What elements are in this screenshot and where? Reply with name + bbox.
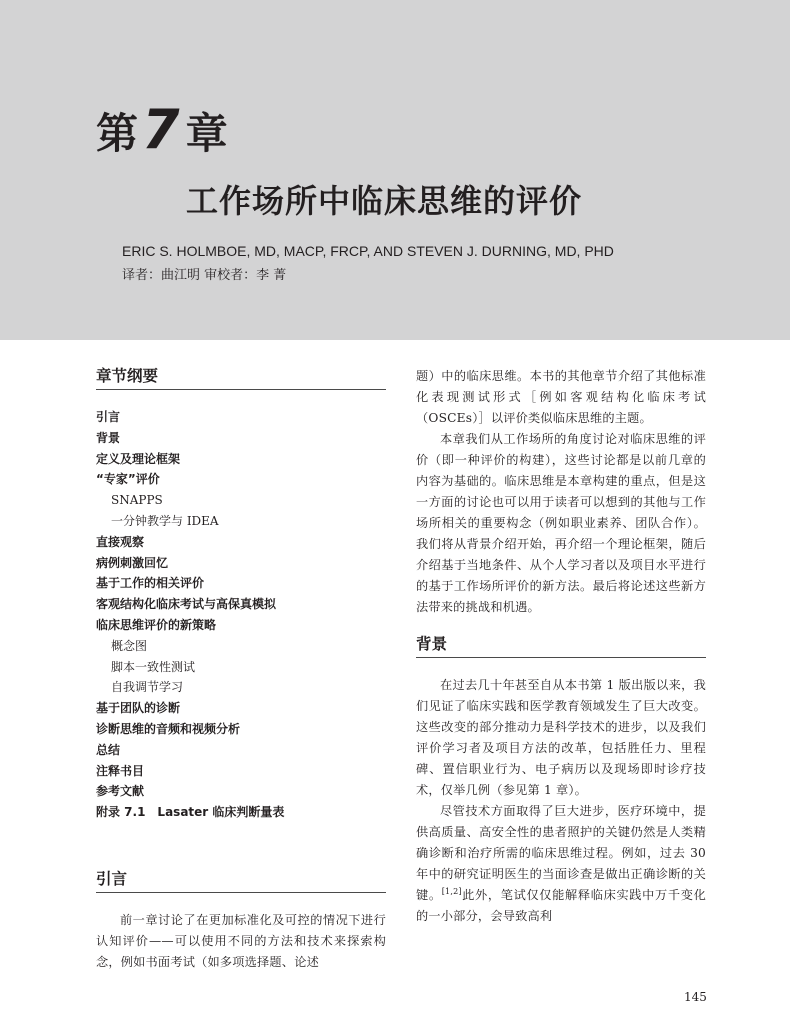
outline-item: 直接观察 <box>96 534 145 549</box>
paragraph-chapter-scope: 本章我们从工作场所的角度讨论对临床思维的评价（即一种评价的构建），这些讨论都是以前几章的内容为基础的。临床思维是本章构建的重点，但是这一方面的讨论也可以用于读者可以想到的其他与工作场所相关的重要构念（例如职业素养、团队合作）。我们将从背景介绍开始，再介绍一个理论框架，随后介绍基于当地条件、从个人学习者以及项目水平进行的基于工作场所评价的新方法。最后将论述这些新方法带来的挑战和机遇。 <box>416 432 706 614</box>
page-number: 145 <box>684 990 707 1004</box>
authors: ERIC S. HOLMBOE, MD, MACP, FRCP, AND STEVEN J. DURNING, MD, PHD <box>122 243 614 259</box>
intro-paragraph: 前一章讨论了在更加标准化及可控的情况下进行认知评价——可以使用不同的方法和技术来探索构念，例如书面考试（如多项选择题、论述 <box>96 912 386 969</box>
translators: 译者：曲江明 审校者：李 菁 <box>122 268 287 283</box>
left-column <box>96 366 386 973</box>
outline-item: 引言 <box>96 410 121 424</box>
outline-item: 基于团队的诊断 <box>96 701 181 716</box>
outline-item: 背景 <box>96 430 121 445</box>
outline-item: 注释书目 <box>96 763 145 778</box>
background-paragraph-2-text-a: 尽管技术方面取得了巨大进步，医疗环境中，提供高质量、高安全性的患者照护的关键仍然是人类精确诊断和治疗所需的临床思维过程。例如，过去 30 年中的研究证明医生的当面诊查是做出正确诊断的关键。 <box>416 804 706 902</box>
background-paragraph-2 <box>416 801 706 927</box>
outline-item: 客观结构化临床考试与高保真模拟 <box>96 597 277 612</box>
chapter-label <box>96 98 228 161</box>
chapter-header-band <box>0 0 790 340</box>
outline-item: 定义及理论框架 <box>96 451 181 466</box>
outline-item: 概念图 <box>111 638 148 653</box>
outline-item: 病例刺激回忆 <box>96 555 169 570</box>
intro-heading: 引言 <box>96 869 386 893</box>
chapter-suffix: 章 <box>185 109 228 158</box>
outline-item: 一分钟教学与 IDEA <box>111 513 219 528</box>
outline-item: 诊断思维的音频和视频分析 <box>96 721 241 736</box>
outline-item: 自我调节学习 <box>111 680 184 695</box>
outline-item: 基于工作的相关评价 <box>96 576 205 591</box>
outline-item: 附录 7.1 Lasater 临床判断量表 <box>96 805 285 820</box>
outline-item: SNAPPS <box>111 493 163 508</box>
chapter-title: 工作场所中临床思维的评价 <box>186 182 583 220</box>
outline-item: 总结 <box>96 742 121 757</box>
background-paragraph-1: 在过去几十年甚至自从本书第 1 版出版以来，我们见证了临床实践和医学教育领域发生了巨大改变。这些改变的部分推动力是科学技术的进步，以及我们评价学习者及项目方法的改革，包括胜任力、里程碑、置信职业行为、电子病历以及现场即时诊疗技术，仅举几例（参见第 1 章）。 <box>416 678 706 797</box>
outline-item: 临床思维评价的新策略 <box>96 617 217 632</box>
outline-heading: 章节纲要 <box>96 366 386 390</box>
citation-superscript: [1,2] <box>441 886 462 896</box>
background-heading: 背景 <box>416 634 706 658</box>
outline-item: 参考文献 <box>96 784 145 799</box>
paragraph-continued: 题）中的临床思维。本书的其他章节介绍了其他标准化表现测试形式［例如客观结构化临床考试（OSCEs）］以评价类似临床思维的主题。 <box>416 369 706 425</box>
outline-item: “专家”评价 <box>96 472 160 487</box>
background-paragraph-2-text-b: 此外，笔试仅仅能解释临床实践中万千变化的一小部分，会导致高利 <box>416 888 706 923</box>
outline-list <box>96 407 386 823</box>
outline-item: 脚本一致性测试 <box>111 659 196 674</box>
chapter-prefix: 第 <box>96 109 139 158</box>
right-column <box>416 366 706 927</box>
chapter-number: 7 <box>142 98 180 161</box>
